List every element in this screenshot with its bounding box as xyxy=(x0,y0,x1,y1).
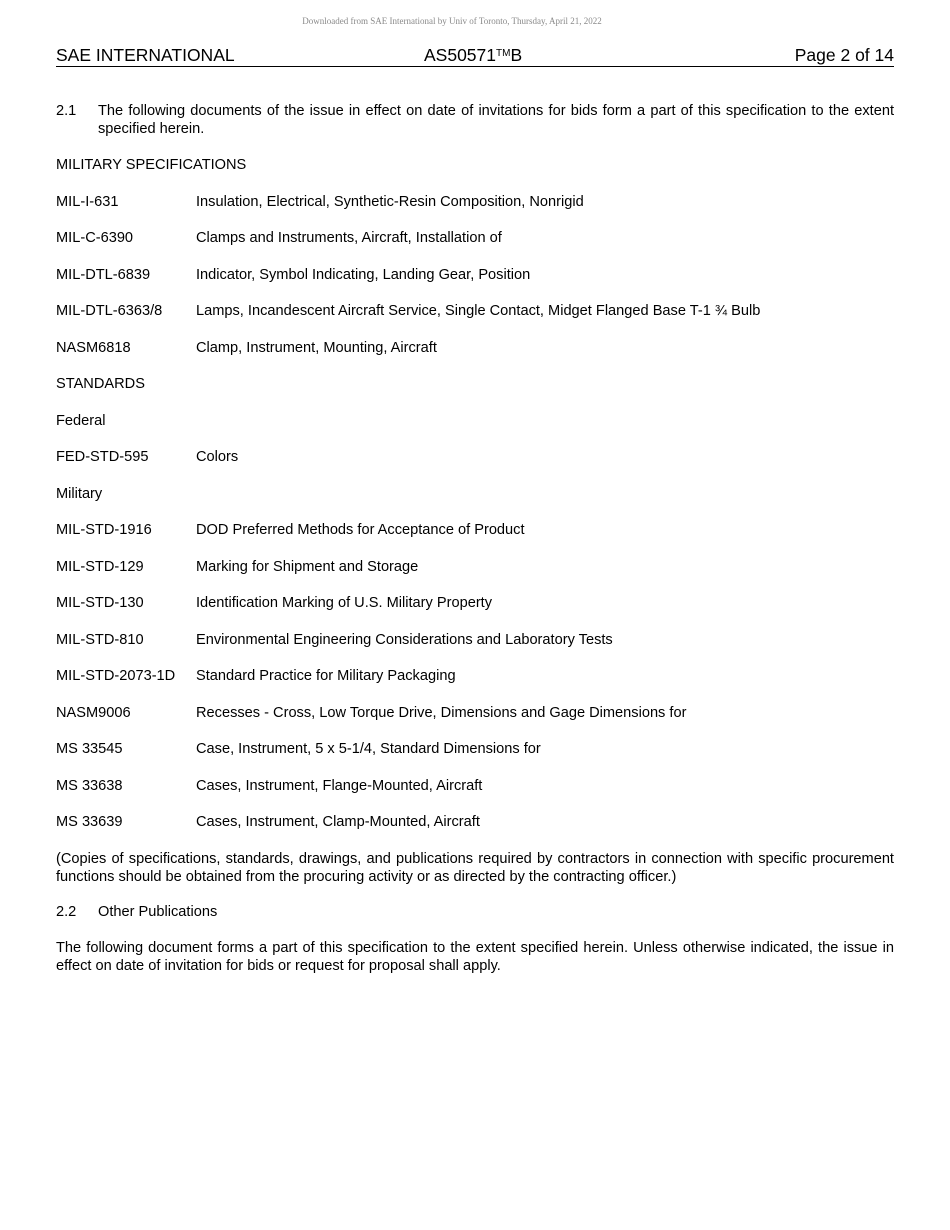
reference-code: MS 33545 xyxy=(56,741,123,757)
reference-row xyxy=(56,777,894,795)
federal-heading: Federal xyxy=(56,412,106,429)
reference-title: Marking for Shipment and Storage xyxy=(196,558,419,575)
section-number: 2.1 xyxy=(56,103,77,119)
military-standards-list xyxy=(56,521,894,831)
reference-code: MIL-DTL-6839 xyxy=(56,266,151,283)
reference-title: Lamps, Incandescent Aircraft Service, Single Contact, Midget Flanged Base T-1 ¾ Bulb xyxy=(196,303,761,319)
reference-code: MIL-STD-810 xyxy=(56,631,144,648)
reference-code: MIL-C-6390 xyxy=(56,230,134,246)
reference-title: Clamps and Instruments, Aircraft, Installation of xyxy=(196,230,502,246)
page-header xyxy=(56,45,894,67)
reference-row xyxy=(56,813,894,831)
header-doc-id xyxy=(424,45,522,66)
military-heading: Military xyxy=(56,485,103,502)
reference-row xyxy=(56,558,894,576)
reference-row xyxy=(56,667,894,685)
reference-title: Clamp, Instrument, Mounting, Aircraft xyxy=(196,339,437,356)
reference-code: MIL-STD-2073-1D xyxy=(56,668,176,684)
reference-title: Cases, Instrument, Clamp-Mounted, Aircraft xyxy=(196,814,480,830)
reference-title: Insulation, Electrical, Synthetic-Resin Composition, Nonrigid xyxy=(196,193,584,210)
reference-row xyxy=(56,266,894,284)
reference-row xyxy=(56,193,894,211)
section-2-2 xyxy=(56,903,894,921)
reference-row xyxy=(56,594,894,612)
trademark-mark: TM xyxy=(496,48,511,59)
reference-row xyxy=(56,448,894,466)
other-publications-text: The following document forms a part of this specification to the extent specified herein. Unless otherwise indicated, the issue in effect on date of invitation for bids or request for proposal shall apply. xyxy=(56,939,894,974)
military-specs-heading: MILITARY SPECIFICATIONS xyxy=(56,157,247,173)
section-title: Other Publications xyxy=(98,903,218,920)
reference-code: MIL-STD-1916 xyxy=(56,522,152,538)
reference-row xyxy=(56,302,894,320)
reference-row xyxy=(56,704,894,722)
download-watermark: Downloaded from SAE International by Univ of Toronto, Thursday, April 21, 2022 xyxy=(302,16,602,26)
standards-heading: STANDARDS xyxy=(56,376,145,392)
reference-row xyxy=(56,740,894,758)
reference-title: Recesses - Cross, Low Torque Drive, Dimensions and Gage Dimensions for xyxy=(196,704,687,721)
reference-code: MS 33639 xyxy=(56,814,123,830)
reference-title: Identification Marking of U.S. Military Property xyxy=(196,595,493,611)
doc-id: AS50571 xyxy=(424,45,497,65)
reference-row xyxy=(56,521,894,539)
reference-title: Case, Instrument, 5 x 5-1/4, Standard Dimensions for xyxy=(196,741,541,757)
doc-revision: B xyxy=(510,45,523,65)
federal-list xyxy=(56,448,894,466)
header-page-number: Page 2 of 14 xyxy=(794,45,894,65)
header-org: SAE INTERNATIONAL xyxy=(56,45,235,65)
reference-code: MIL-STD-130 xyxy=(56,595,144,611)
reference-title: Indicator, Symbol Indicating, Landing Gear, Position xyxy=(196,266,531,283)
reference-code: FED-STD-595 xyxy=(56,449,149,465)
reference-row xyxy=(56,229,894,247)
reference-row xyxy=(56,339,894,357)
reference-code: NASM6818 xyxy=(56,339,131,356)
section-number: 2.2 xyxy=(56,903,77,920)
military-specs-list xyxy=(56,193,894,357)
reference-title: DOD Preferred Methods for Acceptance of Product xyxy=(196,522,525,538)
reference-code: NASM9006 xyxy=(56,704,131,721)
reference-code: MIL-STD-129 xyxy=(56,558,144,575)
copies-note: (Copies of specifications, standards, drawings, and publications required by contractors in connection with specific procurement functions should be obtained from the procuring activity or as directed by the contracting officer.) xyxy=(56,850,894,885)
reference-row xyxy=(56,631,894,649)
section-text: The following documents of the issue in effect on date of invitations for bids form a part of this specification to the extent specified herein. xyxy=(98,103,894,137)
reference-code: MS 33638 xyxy=(56,777,123,794)
document-body xyxy=(56,102,894,975)
reference-title: Environmental Engineering Considerations and Laboratory Tests xyxy=(196,631,613,648)
reference-title: Standard Practice for Military Packaging xyxy=(196,668,456,684)
reference-code: MIL-I-631 xyxy=(56,193,119,210)
reference-title: Colors xyxy=(196,449,239,465)
reference-title: Cases, Instrument, Flange-Mounted, Aircraft xyxy=(196,777,483,794)
section-2-1 xyxy=(56,102,894,138)
reference-code: MIL-DTL-6363/8 xyxy=(56,303,163,319)
